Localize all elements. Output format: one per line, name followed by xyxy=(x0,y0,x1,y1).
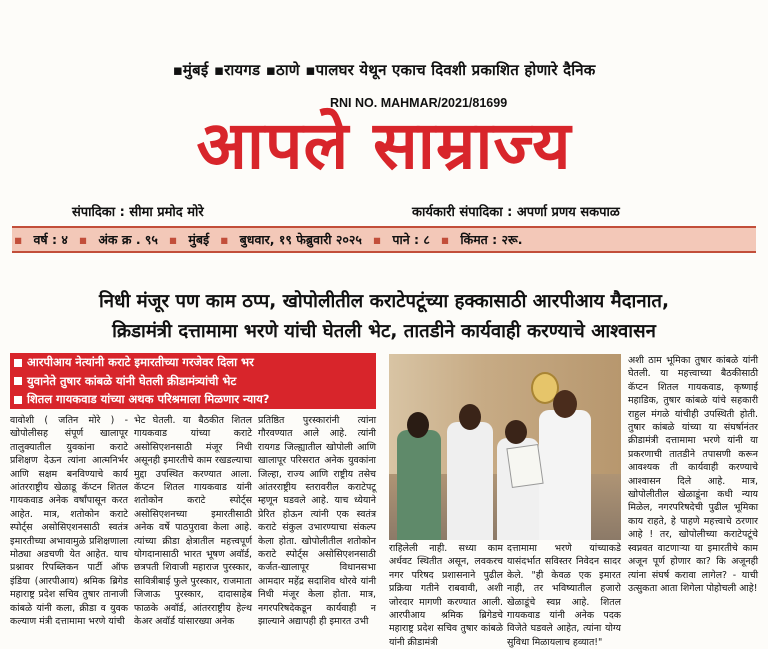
highlight-item: शितल गायकवाड यांच्या अथक परिश्रमाला मिळणार न्याय? xyxy=(10,390,376,409)
masthead-title: आपले साम्राज्य xyxy=(196,107,572,184)
article-column-1: वावोशी ( जतिन मोरे ) - खोपोलीसह संपूर्ण खालापूर तालुक्यातील युवकांना कराटे प्रशिक्षण देऊन त्यांना आत्मनिर्भर आणि सक्षम बनविण्याचे कार्य आंतरराष्ट्रीय खेळाडू कॅप्टन शितल गायकवाड अनेक वर्षांपासून करत आहेत. मात्र, शतोकोन कराटे स्पोर्ट्स असोसिएशनसाठी स्वतंत्र इमारतीच्या अभावामुळे प्रशिक्षणाला मोठ्या अडचणी येत आहेत. याच प्रश्नावर रिपब्लिकन पार्टी ऑफ इंडिया (आरपीआय) श्रमिक ब्रिगेड महाराष्ट्र प्रदेश सचिव तुषार तानाजी कांबळे यांनी कला, क्रीडा व युवक कल्याण मंत्री दत्तामामा भरणे यांची xyxy=(10,415,128,628)
article-photo xyxy=(389,354,621,540)
executive-editor-credit: कार्यकारी संपादिका : अपर्णा प्रणय सकपाळ xyxy=(412,205,620,220)
article-column-6: अशी ठाम भूमिका तुषार कांबळे यांनी घेतली. या महत्त्वाच्या बैठकीसाठी कॅप्टन शितल गायकवाड, कृष्णाई महाडिक, तुषार कांबळे यांचे सहकारी राहुल मंगळे यांचीही उपस्थिती होती. तुषार कांबळे यांच्या या संघर्षानंतर क्रीडामंत्री दत्तामामा भरणे यांनी या प्रकरणाची तातडीने तपासणी करून आवश्यक ती कार्यवाही करण्याचे आश्वासन दिले आहे. मात्र, खोपोलीतील खेळाडूंना कधी न्याय मिळेल, नगरपरिषदेची पुढील भूमिका काय राहते, हे पाहणे महत्त्वाचे ठरणार आहे ! तर, खोपोलीच्या कराटेपटूंचे स्वप्नवत वाटणाऱ्या या इमारतीचे काम अजून पूर्ण होणार का? कि अजूनही त्यांना संघर्ष करावा लागेल? - याची उत्सुकता आता शिगेला पोहोचली आहे! xyxy=(628,355,758,594)
issue-price: किंमत : २रू. xyxy=(460,232,523,247)
bar-bullet-icon: ▪ xyxy=(440,232,450,247)
issue-info-bar xyxy=(12,226,756,253)
rni-number: RNI NO. MAHMAR/2021/81699 xyxy=(330,96,508,110)
bar-bullet-icon: ▪ xyxy=(168,232,178,247)
issue-number: अंक क्र . ९५ xyxy=(98,232,158,247)
issue-date: बुधवार, १९ फेब्रुवारी २०२५ xyxy=(239,232,362,247)
bar-bullet-icon: ▪ xyxy=(220,232,229,247)
bar-bullet-icon: ▪ xyxy=(372,232,382,247)
memorandum-document xyxy=(506,444,543,488)
highlight-bullets xyxy=(10,353,376,409)
headline-line-2: क्रिडामंत्री दत्तामामा भरणे यांची घेतली भेट, तातडीने कार्यवाही करण्याचे आश्वासन xyxy=(112,321,656,342)
bullet-square-icon xyxy=(14,377,22,385)
issue-pages: पाने : ८ xyxy=(392,232,430,247)
article-column-2: भेट घेतली. या बैठकीत शितल गायकवाड यांच्या कराटे असोसिएशनसाठी मंजूर निधी असूनही इमारतीचे काम रखडल्याचा मुद्दा उपस्थित करण्यात आला. कॅप्टन शितल गायकवाड यांनी शतोकोन कराटे स्पोर्ट्स असोसिएशनच्या इमारतीसाठी अनेक वर्षे पाठपुरावा केला आहे. त्यांच्या क्रीडा क्षेत्रातील महत्त्वपूर्ण योगदानासाठी भारत भूषण अवॉर्ड, छत्रपती शिवाजी महाराज पुरस्कार, सावित्रीबाई फुले पुरस्कार, राजमाता जिजाऊ पुरस्कार, दादासाहेब फाळके अवॉर्ड, आंतरराष्ट्रीय हेल्थ केअर अवॉर्ड यांसारख्या अनेक xyxy=(134,415,252,628)
headline-line-1: निधी मंजूर पण काम ठप्प, खोपोलीतील कराटेपटूंच्या हक्कासाठी आरपीआय मैदानात, xyxy=(99,291,669,312)
article-column-4: राहिलेली नाही. सध्या काम अर्धवट स्थितीत असून, लवकरच नगर परिषद प्रशासनाने पुढील प्रक्रिया गतीने राबवावी, अशी जोरदार मागणी करण्यात आली. आरपीआय श्रमिक ब्रिगेडचे महाराष्ट्र प्रदेश सचिव तुषार कांबळे यांनी क्रीडामंत्री xyxy=(389,543,503,648)
bar-bullet-icon: ▪ xyxy=(78,232,88,247)
issue-year: वर्ष : ४ xyxy=(33,232,68,247)
article-column-3: प्रतिष्ठित पुरस्कारांनी त्यांना गौरवण्यात आले आहे. त्यांनी रायगड जिल्ह्यातील खोपोली आणि खालापूर परिसरात अनेक युवकांना जिल्हा, राज्य आणि राष्ट्रीय तसेच आंतरराष्ट्रीय स्तरावरील कराटेपटू म्हणून घडवले आहे. याच ध्येयाने प्रेरित होऊन त्यांनी एक स्वतंत्र कराटे संकुल उभारण्याचा संकल्प केला होता. खोपोलीतील शतोकोन कराटे स्पोर्ट्स असोसिएशनसाठी कर्जत-खालापूर विधानसभा आमदार महेंद्र सदाशिव थोरवे यांनी निधी मंजूर केला होता. मात्र, नगरपरिषदेकडून कार्यवाही न झाल्याने अद्यापही ही इमारत उभी xyxy=(258,415,376,628)
issue-city: मुंबई xyxy=(188,232,210,247)
bar-bullet-icon: ▪ xyxy=(14,232,23,247)
highlight-item: युवानेते तुषार कांबळे यांनी घेतली क्रीडामंत्र्यांची भेट xyxy=(10,372,376,391)
article-column-5: दत्तामामा भरणे यांच्याकडे यासंदर्भात सविस्तर निवेदन सादर केले. "ही केवळ एक इमारत नाही, तर भविष्यातील हजारो खेळाडूंचे स्वप्न आहे. शितल गायकवाड यांनी अनेक पदक विजेते घडवले आहेत, त्यांना योग्य सुविधा मिळायलाच हव्यात!" xyxy=(507,543,621,648)
editor-credit: संपादिका : सीमा प्रमोद मोरे xyxy=(72,205,204,220)
tagline: ▪मुंबई ▪रायगड ▪ठाणे ▪पालघर येथून एकाच दिवशी प्रकाशित होणारे दैनिक xyxy=(172,61,596,79)
bullet-square-icon xyxy=(14,359,22,367)
highlight-item: आरपीआय नेत्यांनी कराटे इमारतीच्या गरजेवर दिला भर xyxy=(10,353,376,372)
bullet-square-icon xyxy=(14,396,22,404)
